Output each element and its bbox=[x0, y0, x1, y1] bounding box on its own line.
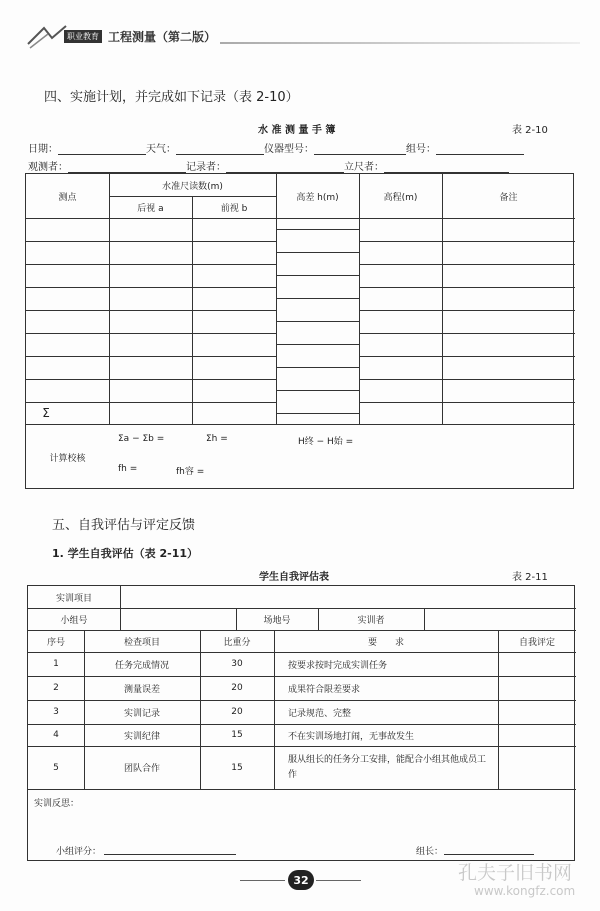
diff-row-line bbox=[276, 275, 359, 276]
table-row-line bbox=[359, 333, 575, 334]
row1-req: 按要求按时完成实训任务 bbox=[288, 660, 388, 671]
diff-row-line bbox=[276, 344, 359, 345]
recorder-field[interactable] bbox=[226, 162, 344, 173]
date-field[interactable] bbox=[58, 144, 146, 155]
diff-row-line bbox=[276, 390, 359, 391]
row5-weight: 15 bbox=[231, 762, 243, 773]
series-badge: 职业教育 bbox=[64, 30, 102, 43]
weather-field[interactable] bbox=[176, 144, 264, 155]
staff-holder-label: 立尺者： bbox=[344, 162, 384, 173]
row2-weight: 20 bbox=[231, 683, 243, 693]
row1-weight: 30 bbox=[231, 659, 243, 669]
observer-field[interactable] bbox=[68, 162, 186, 173]
section5-sub1: 1. 学生自我评估（表 2-11） bbox=[52, 547, 199, 560]
header-bar bbox=[20, 24, 580, 50]
check-formula-5: fh容 = bbox=[176, 467, 205, 477]
diff-row-line bbox=[276, 413, 359, 414]
self-eval-table bbox=[27, 585, 575, 861]
row2-item: 测量误差 bbox=[123, 684, 160, 695]
row2-req: 成果符合限差要求 bbox=[288, 684, 361, 695]
row1-item: 任务完成情况 bbox=[114, 660, 169, 671]
diff-row-line bbox=[276, 367, 359, 368]
table-row-line bbox=[26, 333, 276, 334]
trainee-label: 实训者 bbox=[357, 615, 385, 626]
staff-holder-field[interactable] bbox=[384, 162, 509, 173]
observer-label: 观测者： bbox=[28, 162, 68, 173]
date-label: 日期： bbox=[28, 144, 58, 155]
check-label: 计算校核 bbox=[49, 453, 86, 464]
row4-weight: 15 bbox=[231, 730, 243, 740]
diff-row-line bbox=[276, 321, 359, 322]
reflection-label: 实训反思： bbox=[34, 799, 80, 809]
check-formula-1: Σa − Σb = bbox=[118, 434, 165, 444]
header-req: 要 求 bbox=[367, 637, 404, 648]
row1-no: 1 bbox=[53, 659, 59, 669]
col-reading-header: 水准尺读数(m) bbox=[162, 181, 223, 192]
footer-rule-left bbox=[240, 880, 285, 881]
instrument-field[interactable] bbox=[314, 144, 406, 155]
header-no: 序号 bbox=[46, 637, 65, 648]
row5-no: 5 bbox=[53, 762, 59, 773]
table-row-line bbox=[359, 379, 575, 380]
header-self: 自我评定 bbox=[518, 637, 555, 648]
page-number: 32 bbox=[288, 870, 314, 890]
book-title: 工程测量（第二版） bbox=[108, 30, 217, 44]
check-formula-3: H终 − H始 = bbox=[298, 437, 354, 447]
leveling-table bbox=[25, 173, 574, 489]
book-logo-icon bbox=[26, 24, 68, 50]
field-row-2 bbox=[28, 158, 509, 173]
group-score-line[interactable] bbox=[104, 854, 236, 855]
table-row-line bbox=[359, 356, 575, 357]
leader-label: 组长： bbox=[416, 847, 444, 857]
table-row-line bbox=[359, 287, 575, 288]
section5-heading: 五、自我评估与评定反馈 bbox=[52, 518, 196, 533]
footer-rule-right bbox=[316, 880, 361, 881]
row4-item: 实训纪律 bbox=[123, 731, 160, 742]
table1-number: 表 2-10 bbox=[512, 125, 548, 136]
check-formula-2: Σh = bbox=[206, 434, 228, 444]
group-score-label: 小组评分： bbox=[56, 847, 102, 857]
table2-number: 表 2-11 bbox=[512, 572, 548, 583]
leader-line[interactable] bbox=[444, 854, 534, 855]
col-diff-header: 高差 h(m) bbox=[296, 192, 339, 203]
diff-row-line bbox=[276, 229, 359, 230]
instrument-label: 仪器型号： bbox=[264, 144, 314, 155]
table-row-line bbox=[359, 264, 575, 265]
col-back-header: 后视 a bbox=[137, 203, 164, 214]
table2-title: 学生自我评估表 bbox=[259, 572, 329, 583]
weather-label: 天气： bbox=[146, 144, 176, 155]
table-row-line bbox=[359, 241, 575, 242]
row3-req: 记录规范、完整 bbox=[288, 708, 352, 719]
row2-no: 2 bbox=[53, 683, 59, 693]
col-point-header: 测点 bbox=[58, 192, 77, 203]
row3-item: 实训记录 bbox=[123, 708, 160, 719]
table-row-line bbox=[26, 287, 276, 288]
watermark-url: www.kongfz.com bbox=[474, 884, 576, 898]
row3-no: 3 bbox=[53, 707, 59, 717]
recorder-label: 记录者： bbox=[186, 162, 226, 173]
table1-title: 水 准 测 量 手 簿 bbox=[258, 125, 336, 136]
check-formula-4: fh = bbox=[118, 464, 138, 474]
table-row-line bbox=[359, 402, 575, 403]
group-label: 组号： bbox=[406, 144, 436, 155]
col-front-header: 前视 b bbox=[220, 203, 248, 214]
project-label: 实训项目 bbox=[55, 593, 92, 604]
col-note-header: 备注 bbox=[499, 192, 518, 203]
header-weight: 比重分 bbox=[223, 637, 251, 648]
table-row-line bbox=[26, 379, 276, 380]
table-row-line bbox=[26, 356, 276, 357]
row5-req: 服从组长的任务分工安排，能配合小组其他成员工作 bbox=[288, 755, 487, 780]
table-row-line bbox=[26, 310, 276, 311]
diff-row-line bbox=[276, 298, 359, 299]
site-label: 场地号 bbox=[263, 615, 291, 626]
table-row-line bbox=[359, 310, 575, 311]
row5-item: 团队合作 bbox=[123, 764, 160, 774]
field-row-1 bbox=[28, 140, 524, 155]
row4-req: 不在实训场地打闹，无事故发生 bbox=[288, 731, 415, 742]
group-field[interactable] bbox=[436, 144, 524, 155]
table-row-line bbox=[26, 241, 276, 242]
header-rule bbox=[220, 42, 580, 44]
row3-weight: 20 bbox=[231, 707, 243, 717]
watermark-cn: 孔夫子旧书网 bbox=[458, 862, 573, 884]
header-item: 检查项目 bbox=[123, 637, 160, 648]
table-row-line bbox=[26, 402, 276, 403]
col-elev-header: 高程(m) bbox=[383, 192, 418, 203]
diff-row-line bbox=[276, 252, 359, 253]
row4-no: 4 bbox=[53, 730, 59, 740]
section4-heading: 四、实施计划，并完成如下记录（表 2-10） bbox=[44, 90, 299, 105]
group-no-label: 小组号 bbox=[60, 615, 88, 626]
table-row-line bbox=[26, 264, 276, 265]
sum-symbol: Σ bbox=[42, 406, 50, 420]
